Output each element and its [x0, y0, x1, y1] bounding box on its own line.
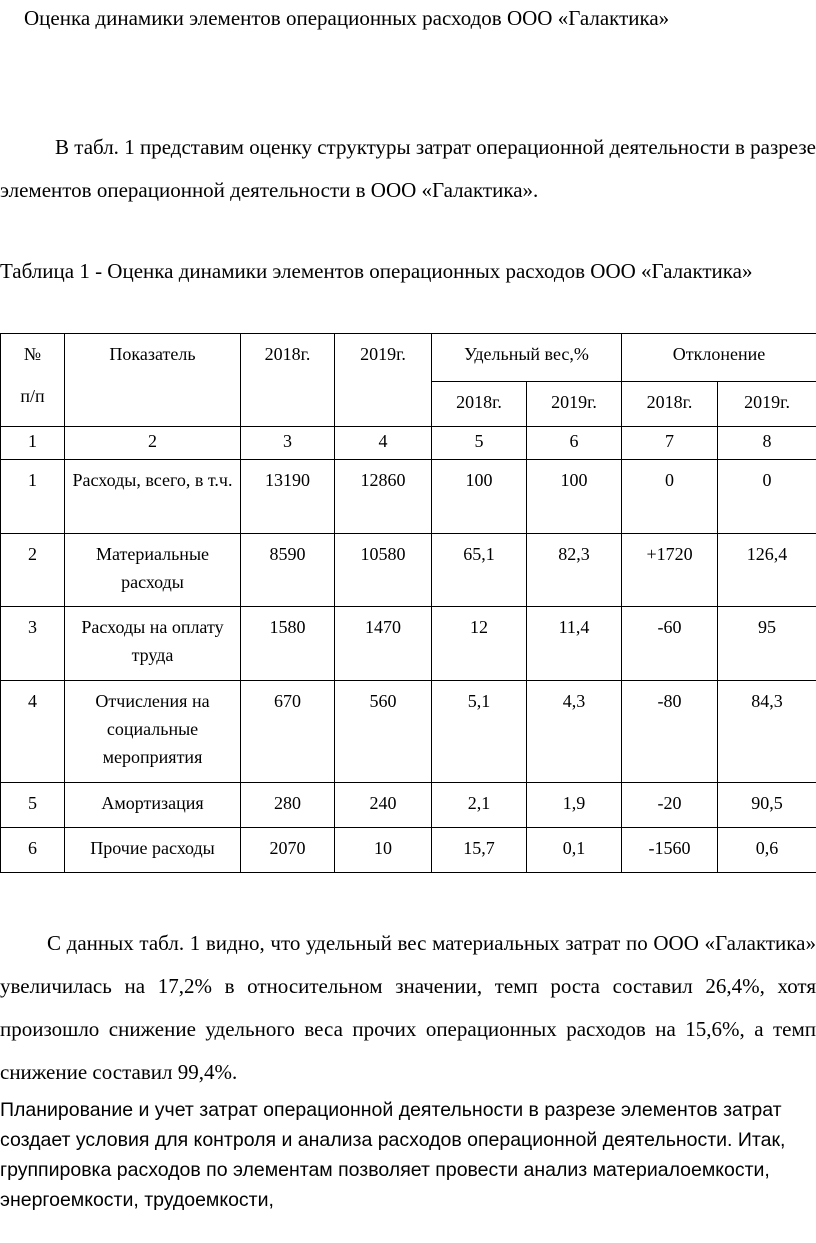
expenses-table — [0, 333, 816, 873]
document-title: Оценка динамики элементов операционных расходов ООО «Галактика» — [24, 6, 670, 30]
row-deviation-2018: -80 — [622, 681, 718, 783]
header-number-bottom: п/п — [20, 386, 45, 406]
row-deviation-2019: 95 — [718, 607, 816, 681]
row-number: 4 — [1, 681, 65, 783]
table-row — [1, 828, 816, 873]
row-indicator: Прочие расходы — [65, 828, 241, 873]
row-value-2019: 10580 — [335, 534, 432, 607]
row-share-2019: 4,3 — [527, 681, 622, 783]
row-share-2018: 5,1 — [432, 681, 527, 783]
row-share-2019: 82,3 — [527, 534, 622, 607]
header-number-top: № — [23, 344, 42, 364]
row-value-2018: 13190 — [241, 460, 335, 534]
header-2018: 2018г. — [241, 334, 335, 427]
conclusion-paragraph: С данных табл. 1 видно, что удельный вес материальных затрат по ООО «Галактика» увеличилась на 17,2% в относительном значении, темп роста составил 26,4%, хотя произошло снижение удельного веса прочих операционных расходов на 15,6%, а темп снижение составил 99,4%. — [0, 931, 816, 1084]
row-share-2018: 100 — [432, 460, 527, 534]
row-indicator: Расходы, всего, в т.ч. — [65, 460, 241, 534]
column-numbers-row — [1, 427, 816, 460]
row-deviation-2019: 90,5 — [718, 783, 816, 828]
header-share-2019: 2019г. — [527, 382, 622, 427]
row-value-2018: 2070 — [241, 828, 335, 873]
row-value-2019: 1470 — [335, 607, 432, 681]
row-share-2018: 15,7 — [432, 828, 527, 873]
row-share-2018: 2,1 — [432, 783, 527, 828]
row-value-2019: 12860 — [335, 460, 432, 534]
header-number — [1, 334, 65, 427]
row-value-2019: 10 — [335, 828, 432, 873]
table-row — [1, 460, 816, 534]
header-indicator: Показатель — [65, 334, 241, 427]
row-number: 6 — [1, 828, 65, 873]
row-value-2019: 560 — [335, 681, 432, 783]
row-deviation-2018: 0 — [622, 460, 718, 534]
header-deviation-2019: 2019г. — [718, 382, 816, 427]
row-indicator: Расходы на оплату труда — [65, 607, 241, 681]
row-value-2018: 8590 — [241, 534, 335, 607]
column-number: 6 — [527, 427, 622, 460]
row-share-2019: 1,9 — [527, 783, 622, 828]
table-caption: Таблица 1 - Оценка динамики элементов операционных расходов ООО «Галактика» — [0, 259, 753, 283]
header-share: Удельный вес,% — [432, 334, 622, 382]
column-number: 5 — [432, 427, 527, 460]
row-share-2018: 65,1 — [432, 534, 527, 607]
header-deviation: Отклонение — [622, 334, 816, 382]
column-number: 8 — [718, 427, 816, 460]
row-share-2019: 100 — [527, 460, 622, 534]
row-share-2018: 12 — [432, 607, 527, 681]
row-indicator: Отчисления на социальные мероприятия — [65, 681, 241, 783]
row-indicator: Материальные расходы — [65, 534, 241, 607]
row-indicator: Амортизация — [65, 783, 241, 828]
column-number: 2 — [65, 427, 241, 460]
row-deviation-2019: 126,4 — [718, 534, 816, 607]
row-number: 3 — [1, 607, 65, 681]
row-value-2018: 1580 — [241, 607, 335, 681]
row-deviation-2018: -60 — [622, 607, 718, 681]
row-number: 5 — [1, 783, 65, 828]
intro-paragraph: В табл. 1 представим оценку структуры затрат операционной деятельности в разрезе элементов операционной деятельности в ООО «Галактика». — [0, 135, 816, 202]
column-number: 3 — [241, 427, 335, 460]
row-deviation-2018: +1720 — [622, 534, 718, 607]
column-number: 7 — [622, 427, 718, 460]
header-share-2018: 2018г. — [432, 382, 527, 427]
row-deviation-2019: 0 — [718, 460, 816, 534]
column-number: 1 — [1, 427, 65, 460]
row-share-2019: 0,1 — [527, 828, 622, 873]
row-number: 1 — [1, 460, 65, 534]
row-deviation-2019: 0,6 — [718, 828, 816, 873]
row-number: 2 — [1, 534, 65, 607]
row-value-2019: 240 — [335, 783, 432, 828]
table-row — [1, 681, 816, 783]
closing-paragraph: Планирование и учет затрат операционной деятельности в разрезе элементов затрат создает условия для контроля и анализа расходов операционной деятельности. Итак, группировка расходов по элементам позволяет провести анализ материалоемкости, энергоемкости, трудоемкости, — [0, 1099, 786, 1211]
row-value-2018: 280 — [241, 783, 335, 828]
table-row — [1, 607, 816, 681]
header-deviation-2018: 2018г. — [622, 382, 718, 427]
row-share-2019: 11,4 — [527, 607, 622, 681]
header-2019: 2019г. — [335, 334, 432, 427]
row-value-2018: 670 — [241, 681, 335, 783]
row-deviation-2018: -20 — [622, 783, 718, 828]
row-deviation-2019: 84,3 — [718, 681, 816, 783]
table-row — [1, 783, 816, 828]
table-row — [1, 534, 816, 607]
column-number: 4 — [335, 427, 432, 460]
row-deviation-2018: -1560 — [622, 828, 718, 873]
